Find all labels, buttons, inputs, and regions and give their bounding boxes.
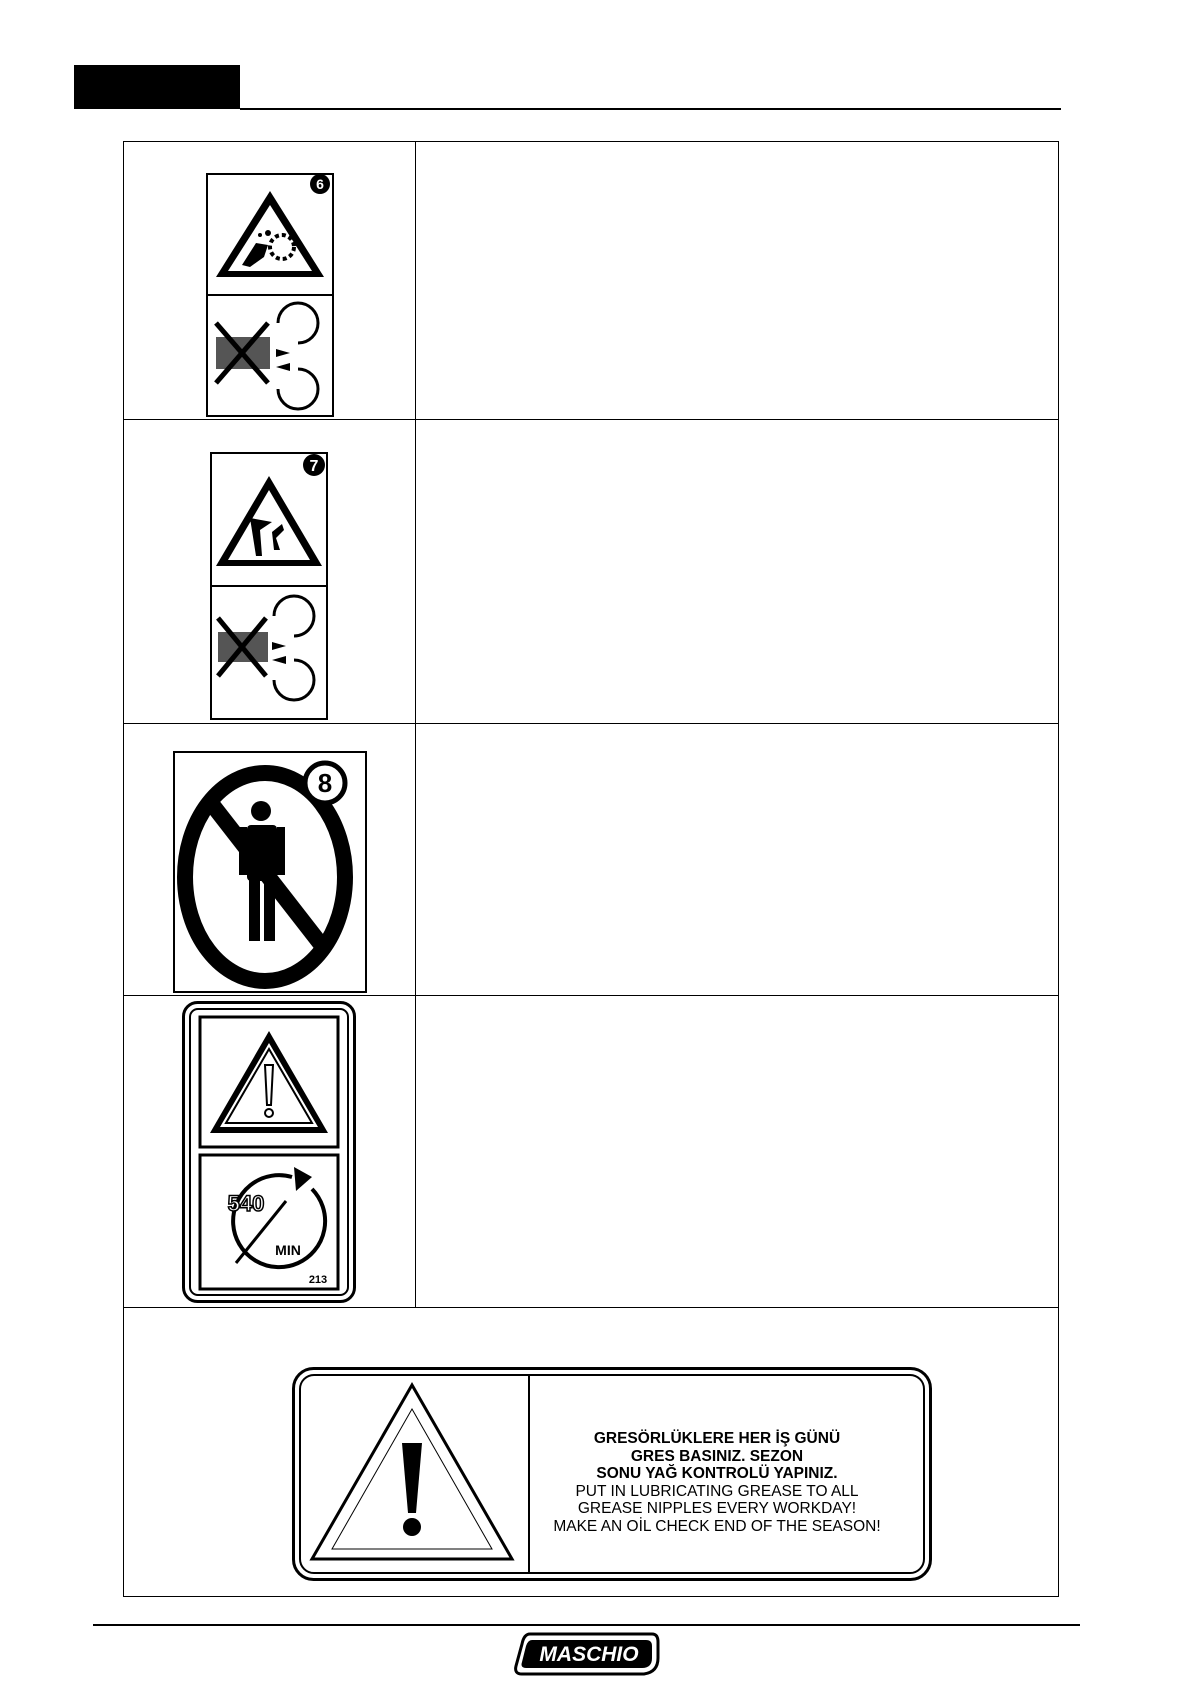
sign-row: [124, 996, 1058, 1308]
sign-6-decal: [206, 173, 334, 417]
label-line-tr-2: GRES BASINIZ. SEZON: [630, 1447, 804, 1465]
sign-number: 6: [316, 176, 324, 192]
sign-7-decal: [210, 452, 328, 720]
sign-image-cell: [124, 142, 416, 419]
sign-row: [124, 724, 1058, 996]
pto-speed-unit: MIN: [275, 1242, 301, 1258]
label-line-en-3: MAKE AN OİL CHECK END OF THE SEASON!: [553, 1517, 881, 1535]
decal-code: 213: [308, 1274, 328, 1286]
grease-label-text: [528, 1430, 906, 1535]
header-rule: [240, 108, 1061, 110]
sign-number: 8: [317, 768, 333, 798]
footer-rule: [93, 1624, 1080, 1626]
safety-signs-table: [123, 141, 1059, 1597]
sign-8-decal: [173, 751, 367, 993]
sign-row: [124, 420, 1058, 724]
sign-row: [124, 142, 1058, 420]
sign-description-cell: [416, 142, 1058, 419]
pto-speed-value: 540: [227, 1191, 265, 1216]
sign-description-cell: [416, 724, 1058, 995]
sign-number: 7: [309, 458, 319, 475]
label-line-en-2: GREASE NIPPLES EVERY WORKDAY!: [577, 1500, 857, 1517]
label-line-tr-1: GRESÖRLÜKLERE HER İŞ GÜNÜ: [593, 1430, 841, 1447]
sign-description-cell: [416, 420, 1058, 723]
label-line-en-1: PUT IN LUBRICATING GREASE TO ALL: [575, 1482, 859, 1500]
sign-image-cell: [124, 996, 416, 1307]
sign-description-cell: [416, 996, 1058, 1307]
label-line-tr-3: SONU YAĞ KONTROLÜ YAPINIZ.: [596, 1465, 838, 1482]
header-black-block: [74, 65, 240, 109]
sign-image-cell: [124, 420, 416, 723]
logo-text: MASCHIO: [539, 1643, 639, 1666]
sign-image-cell: [124, 724, 416, 995]
sign-pto-540-decal: [182, 1001, 356, 1303]
maschio-logo: [512, 1628, 660, 1680]
